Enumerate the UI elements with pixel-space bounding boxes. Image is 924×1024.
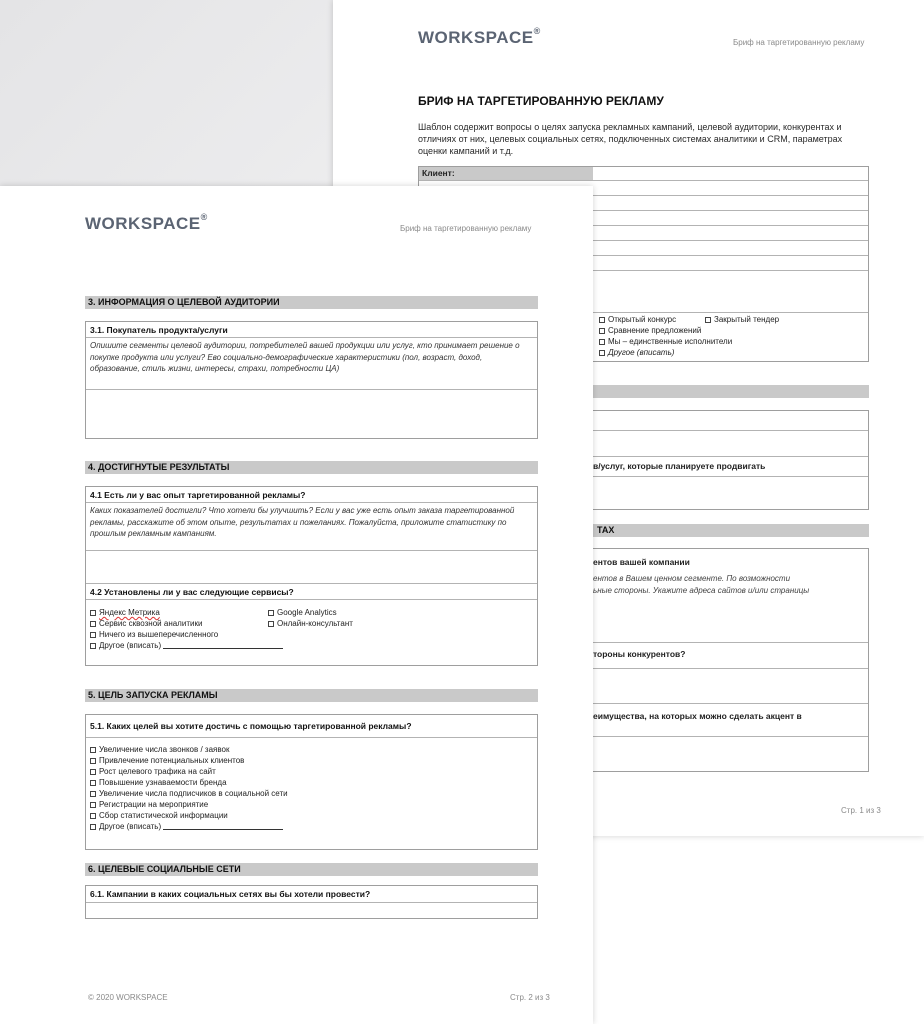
option-other[interactable] [599, 348, 674, 358]
table-rule [86, 599, 537, 600]
other-fill-line[interactable] [163, 822, 283, 830]
checkbox-icon[interactable] [599, 317, 605, 323]
table-rule [419, 180, 868, 181]
option-label: Сравнение предложений [608, 326, 702, 335]
option-yandex-metrika[interactable] [90, 608, 160, 618]
section-5-header: 5. ЦЕЛЬ ЗАПУСКА РЕКЛАМЫ [85, 689, 538, 702]
checkbox-icon[interactable] [90, 824, 96, 830]
option-label: Сбор статистической информации [99, 811, 228, 820]
copyright: © 2020 WORKSPACE [88, 993, 168, 1002]
question-6-1-title: 6.1. Кампании в каких социальных сетях вы бы хотели провести? [90, 889, 371, 899]
option-label: Другое (вписать) [99, 822, 162, 831]
question-4-2-title: 4.2 Установлены ли у вас следующие сервисы? [90, 587, 294, 597]
section-bar-competitors: ТАХ [418, 524, 869, 537]
option-sole-contractor[interactable] [599, 337, 732, 347]
competitors-question-fragment: ентов вашей компании [593, 557, 690, 567]
option-end-to-end-analytics[interactable] [90, 619, 202, 629]
registered-mark: ® [533, 26, 541, 36]
competitors-desc-fragment-2: ьные стороны. Укажите адреса сайтов и/или страницы [593, 586, 810, 595]
goal-option[interactable] [90, 800, 208, 810]
checkbox-icon[interactable] [90, 813, 96, 819]
logo-text: WORKSPACE [418, 28, 534, 47]
checkbox-icon[interactable] [599, 328, 605, 334]
option-label: Онлайн-консультант [277, 619, 353, 628]
page-header-title: Бриф на таргетированную рекламу [733, 38, 865, 47]
workspace-logo [418, 28, 541, 48]
brief-page-2 [0, 186, 593, 1024]
option-compare-offers[interactable] [599, 326, 701, 336]
goal-option[interactable] [90, 811, 228, 821]
checkbox-icon[interactable] [90, 747, 96, 753]
advantages-question-fragment: еимущества, на которых можно сделать акцент в [593, 711, 802, 721]
registered-mark: ® [200, 212, 208, 222]
goal-option[interactable] [90, 789, 288, 799]
option-label: Мы – единственные исполнители [608, 337, 733, 346]
logo-text: WORKSPACE [85, 214, 201, 233]
table-rule [86, 337, 537, 338]
option-label: Сервис сквозной аналитики [99, 619, 203, 628]
workspace-logo [85, 214, 208, 234]
section-3-header: 3. ИНФОРМАЦИЯ О ЦЕЛЕВОЙ АУДИТОРИИ [85, 296, 538, 309]
option-online-consultant[interactable] [268, 619, 353, 629]
option-label: Увеличение числа звонков / заявок [99, 745, 230, 754]
checkbox-icon[interactable] [90, 769, 96, 775]
table-rule [86, 737, 537, 738]
option-label: Повышение узнаваемости бренда [99, 778, 227, 787]
checkbox-icon[interactable] [268, 610, 274, 616]
question-3-1-title: 3.1. Покупатель продукта/услуги [90, 325, 228, 335]
option-label: Закрытый тендер [714, 315, 780, 324]
option-open-contest[interactable] [599, 315, 676, 325]
checkbox-icon[interactable] [90, 758, 96, 764]
products-question-fragment: в/услуг, которые планируете продвигать [593, 461, 766, 471]
question-3-1-answer-field[interactable] [86, 390, 537, 438]
option-label: Увеличение числа подписчиков в социальной сети [99, 789, 288, 798]
question-4-1-answer-field[interactable] [86, 551, 537, 583]
table-rule [86, 902, 537, 903]
option-label: Рост целевого трафика на сайт [99, 767, 216, 776]
page-number: Стр. 1 из 3 [841, 806, 881, 815]
checkbox-icon[interactable] [599, 350, 605, 356]
checkbox-icon[interactable] [90, 643, 96, 649]
question-4-1-title: 4.1 Есть ли у вас опыт таргетированной рекламы? [90, 490, 306, 500]
option-label: Яндекс Метрика [99, 608, 160, 617]
document-title: БРИФ НА ТАРГЕТИРОВАННУЮ РЕКЛАМУ [418, 94, 664, 108]
option-label: Google Analytics [277, 608, 337, 617]
option-label: Привлечение потенциальных клиентов [99, 756, 245, 765]
checkbox-icon[interactable] [90, 802, 96, 808]
option-closed-tender[interactable] [705, 315, 779, 325]
table-rule [86, 502, 537, 503]
question-3-1-description: Опишите сегменты целевой аудитории, потребителей вашей продукции или услуг, кто принимает решение о покупке продукта или услуги? Ево социально-демографические характеристики (пол, возраст, доход, образование, стиль жизни, интересы, страхи, потребности ЦА) [90, 341, 520, 373]
goal-option[interactable] [90, 767, 216, 777]
competitors-desc-fragment-1: ентов в Вашем ценном сегменте. По возможности [593, 574, 791, 583]
page-number: Стр. 2 из 3 [510, 993, 550, 1002]
checkbox-icon[interactable] [599, 339, 605, 345]
goal-option[interactable] [90, 756, 244, 766]
section-6-header: 6. ЦЕЛЕВЫЕ СОЦИАЛЬНЫЕ СЕТИ [85, 863, 538, 876]
checkbox-icon[interactable] [90, 791, 96, 797]
option-label: Другое (вписать) [99, 641, 162, 650]
checkbox-icon[interactable] [90, 632, 96, 638]
checkbox-icon[interactable] [90, 610, 96, 616]
option-google-analytics[interactable] [268, 608, 337, 618]
option-label: Другое (вписать) [608, 348, 675, 357]
table-rule [86, 583, 537, 584]
option-label: Регистрации на мероприятие [99, 800, 209, 809]
weak-sides-question-fragment: тороны конкурентов? [593, 649, 686, 659]
option-other-services[interactable] [90, 641, 283, 651]
checkbox-icon[interactable] [90, 621, 96, 627]
checkbox-icon[interactable] [705, 317, 711, 323]
page-header-title: Бриф на таргетированную рекламу [400, 224, 532, 233]
checkbox-icon[interactable] [90, 780, 96, 786]
checkbox-icon[interactable] [268, 621, 274, 627]
question-5-1-title: 5.1. Каких целей вы хотите достичь с помощью таргетированной рекламы? [90, 721, 412, 731]
client-label: Клиент: [422, 168, 455, 178]
document-intro: Шаблон содержит вопросы о целях запуска рекламных кампаний, целевой аудитории, конкурентах и отличиях от них, целевых социальных сетях, подключенных системах аналитики и CRM, параметрах оценки кампаний и т.д. [418, 122, 843, 156]
goal-option[interactable] [90, 778, 227, 788]
question-4-1-description: Каких показателей достигли? Что хотели бы улучшить? Если у вас уже есть опыт заказа таргетированной рекламы, расскажите об этом опыте, результатах и пожеланиях. Пожалуйста, приложите статистику по прошлым рекламным кампаниям. [90, 506, 515, 538]
goal-option-other[interactable] [90, 822, 283, 832]
option-label: Ничего из вышеперечисленного [99, 630, 219, 639]
option-label: Открытый конкурс [608, 315, 677, 324]
option-none[interactable] [90, 630, 218, 640]
other-fill-line[interactable] [163, 641, 283, 649]
goal-option[interactable] [90, 745, 229, 755]
section-4-header: 4. ДОСТИГНУТЫЕ РЕЗУЛЬТАТЫ [85, 461, 538, 474]
